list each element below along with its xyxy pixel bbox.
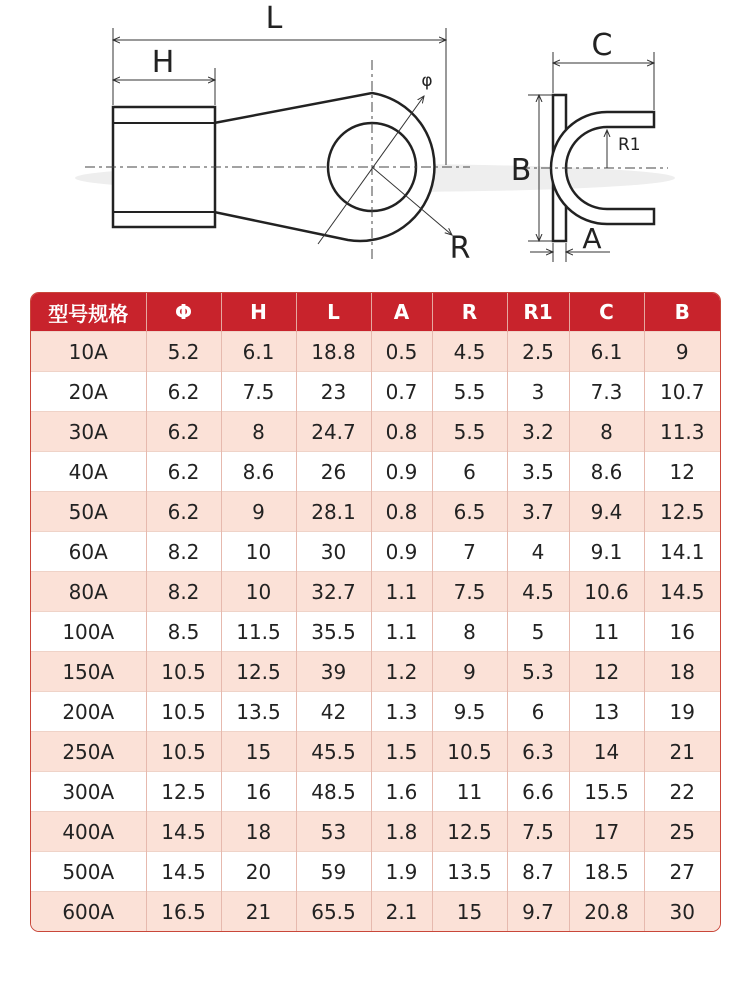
dim-label-R1: R1 [618,135,641,155]
dim-label-A: A [582,222,602,255]
cell-model: 60A [31,532,146,572]
cell-a: 0.9 [371,452,432,492]
cell-b: 21 [644,732,720,772]
cell-l: 26 [296,452,371,492]
cell-model: 20A [31,372,146,412]
cell-c: 6.1 [569,332,644,372]
cell-model: 150A [31,652,146,692]
cell-a: 1.3 [371,692,432,732]
cell-a: 1.2 [371,652,432,692]
cell-r: 4.5 [432,332,507,372]
table-row [31,852,720,892]
cell-phi: 12.5 [146,772,221,812]
cell-c: 20.8 [569,892,644,932]
dim-label-L: L [265,1,283,36]
table-row [31,452,720,492]
cell-phi: 10.5 [146,692,221,732]
cell-phi: 8.2 [146,572,221,612]
table-row [31,332,720,372]
cell-b: 10.7 [644,372,720,412]
cell-l: 18.8 [296,332,371,372]
cell-h: 10 [221,532,296,572]
cell-b: 14.1 [644,532,720,572]
table-row [31,532,720,572]
cell-r: 15 [432,892,507,932]
cell-h: 9 [221,492,296,532]
terminal-dimension-diagram [0,0,750,290]
cell-r: 6.5 [432,492,507,532]
cell-c: 9.1 [569,532,644,572]
cell-b: 30 [644,892,720,932]
cell-h: 6.1 [221,332,296,372]
table-row [31,612,720,652]
cell-r: 7.5 [432,572,507,612]
dim-label-H: H [151,45,175,80]
cell-b: 11.3 [644,412,720,452]
header-h: H [221,293,296,332]
cell-h: 18 [221,812,296,852]
cell-h: 7.5 [221,372,296,412]
cell-r: 9.5 [432,692,507,732]
cell-h: 8.6 [221,452,296,492]
cell-a: 0.8 [371,412,432,452]
table-row [31,372,720,412]
cell-c: 12 [569,652,644,692]
table-header-row [31,293,720,332]
cell-b: 25 [644,812,720,852]
cell-model: 400A [31,812,146,852]
cell-c: 10.6 [569,572,644,612]
cell-b: 16 [644,612,720,652]
cell-l: 53 [296,812,371,852]
cell-l: 35.5 [296,612,371,652]
cell-b: 22 [644,772,720,812]
cell-a: 2.1 [371,892,432,932]
cell-h: 21 [221,892,296,932]
cell-r1: 7.5 [507,812,569,852]
cell-c: 8 [569,412,644,452]
cell-r: 5.5 [432,372,507,412]
header-phi: Φ [146,293,221,332]
cell-l: 59 [296,852,371,892]
cell-r1: 4 [507,532,569,572]
cell-c: 11 [569,612,644,652]
cell-a: 0.7 [371,372,432,412]
cell-a: 1.1 [371,572,432,612]
cell-h: 8 [221,412,296,452]
cell-phi: 16.5 [146,892,221,932]
cell-c: 13 [569,692,644,732]
cell-r: 9 [432,652,507,692]
cell-r1: 3.5 [507,452,569,492]
cell-phi: 6.2 [146,372,221,412]
cell-phi: 6.2 [146,412,221,452]
cell-r: 13.5 [432,852,507,892]
dim-label-B: B [510,153,532,188]
cell-c: 17 [569,812,644,852]
cell-c: 14 [569,732,644,772]
cell-h: 15 [221,732,296,772]
cell-model: 600A [31,892,146,932]
cell-l: 23 [296,372,371,412]
cell-phi: 14.5 [146,852,221,892]
cell-phi: 6.2 [146,492,221,532]
header-b: B [644,293,720,332]
cell-phi: 8.5 [146,612,221,652]
cell-model: 300A [31,772,146,812]
table-body [31,332,720,932]
cell-b: 27 [644,852,720,892]
cell-r1: 6.3 [507,732,569,772]
cell-b: 14.5 [644,572,720,612]
header-r: R [432,293,507,332]
cell-c: 7.3 [569,372,644,412]
cell-l: 65.5 [296,892,371,932]
cell-l: 42 [296,692,371,732]
table-row [31,692,720,732]
cell-r1: 6 [507,692,569,732]
table-row [31,652,720,692]
cell-c: 9.4 [569,492,644,532]
cell-phi: 8.2 [146,532,221,572]
cell-b: 12 [644,452,720,492]
cell-r1: 3.2 [507,412,569,452]
cell-h: 10 [221,572,296,612]
cell-phi: 6.2 [146,452,221,492]
table-row [31,572,720,612]
cell-r: 10.5 [432,732,507,772]
cell-a: 0.8 [371,492,432,532]
cell-l: 24.7 [296,412,371,452]
cell-a: 0.9 [371,532,432,572]
cell-phi: 5.2 [146,332,221,372]
cell-r: 11 [432,772,507,812]
cell-phi: 10.5 [146,652,221,692]
cell-phi: 14.5 [146,812,221,852]
header-l: L [296,293,371,332]
cell-r1: 5 [507,612,569,652]
cell-l: 45.5 [296,732,371,772]
cell-model: 50A [31,492,146,532]
dim-label-phi: φ [421,71,433,91]
cell-r: 12.5 [432,812,507,852]
cell-r1: 8.7 [507,852,569,892]
cell-r1: 2.5 [507,332,569,372]
cell-model: 30A [31,412,146,452]
header-a: A [371,293,432,332]
cell-h: 20 [221,852,296,892]
header-r1: R1 [507,293,569,332]
cell-r: 6 [432,452,507,492]
cell-l: 48.5 [296,772,371,812]
cell-c: 15.5 [569,772,644,812]
header-model: 型号规格 [31,293,146,332]
cell-r1: 3 [507,372,569,412]
cell-model: 100A [31,612,146,652]
spec-table-container [30,292,721,932]
cell-model: 250A [31,732,146,772]
cell-model: 500A [31,852,146,892]
cell-c: 8.6 [569,452,644,492]
cell-r: 7 [432,532,507,572]
cell-b: 12.5 [644,492,720,532]
cell-phi: 10.5 [146,732,221,772]
dim-label-R: R [449,231,471,266]
header-c: C [569,293,644,332]
cell-h: 11.5 [221,612,296,652]
cell-a: 1.5 [371,732,432,772]
dim-label-C: C [591,28,613,63]
cell-l: 28.1 [296,492,371,532]
cell-a: 1.8 [371,812,432,852]
cell-model: 40A [31,452,146,492]
cell-r1: 4.5 [507,572,569,612]
cell-l: 39 [296,652,371,692]
cell-r1: 6.6 [507,772,569,812]
cell-r1: 9.7 [507,892,569,932]
table-row [31,732,720,772]
cell-a: 1.9 [371,852,432,892]
cell-h: 16 [221,772,296,812]
table-row [31,812,720,852]
cell-c: 18.5 [569,852,644,892]
spec-table [31,293,720,931]
cell-r1: 5.3 [507,652,569,692]
cell-a: 1.1 [371,612,432,652]
cell-b: 9 [644,332,720,372]
cell-b: 19 [644,692,720,732]
cell-h: 12.5 [221,652,296,692]
cell-r: 8 [432,612,507,652]
cell-model: 200A [31,692,146,732]
cell-a: 1.6 [371,772,432,812]
table-row [31,492,720,532]
table-row [31,412,720,452]
cell-r1: 3.7 [507,492,569,532]
cell-r: 5.5 [432,412,507,452]
cell-model: 80A [31,572,146,612]
cell-h: 13.5 [221,692,296,732]
cell-b: 18 [644,652,720,692]
cell-l: 32.7 [296,572,371,612]
cell-model: 10A [31,332,146,372]
cell-a: 0.5 [371,332,432,372]
table-row [31,892,720,932]
table-row [31,772,720,812]
cell-l: 30 [296,532,371,572]
